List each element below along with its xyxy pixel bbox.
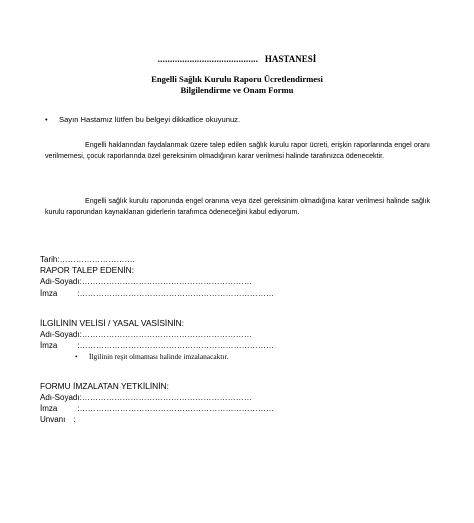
guardian-signature-blank: :……………………………………………………………… [77,341,275,350]
official-title-field[interactable] [40,415,76,424]
requester-signature-blank: :……………………………………………………………… [77,289,275,298]
paragraph-2-text: Engelli sağlık kurulu raporunda engel oranına veya özel gereksinim olmadığına karar verilmesi halinde sağlık kurulu raporundan kaynaklanan giderlerin tarafımca ödeneceğini kabul ediyorum. [45,197,430,216]
requester-signature-field[interactable] [40,289,274,298]
paragraph-2 [45,196,430,217]
bullet-icon: • [75,352,78,361]
section-guardian-title: İLGİLİNİN VELİSİ / YASAL VASİSİNİN: [40,318,184,328]
date-label: Tarih [40,255,58,264]
hospital-header [0,54,474,64]
official-signature-blank: :……………………………………………………………… [77,404,275,413]
paragraph-1 [45,140,430,161]
official-signature-field[interactable] [40,404,274,413]
section-requester-title: RAPOR TALEP EDENİN: [40,265,135,275]
bullet-icon: • [45,115,48,124]
date-blank: :………………………. [57,255,135,264]
guardian-signature-label: İmza [40,341,58,350]
guardian-name-blank: :……………………………………………………… [79,330,253,339]
form-title-line1: Engelli Sağlık Kurulu Raporu Ücretlendirmesi [151,74,323,84]
guardian-name-field[interactable] [40,330,252,339]
official-name-blank: :……………………………………………………… [79,393,253,402]
guardian-note-text: İlgilinin reşit olmaması halinde imzalanacaktır. [89,352,229,361]
guardian-signature-field[interactable] [40,341,274,350]
intro-text: Sayın Hastamız lütfen bu belgeyi dikkatlice okuyunuz. [59,115,241,124]
hospital-name-blank: ......................................... [157,54,259,64]
official-title-blank: : [73,415,76,424]
section-official-title: FORMU İMZALATAN YETKİLİNİN: [40,381,169,391]
hospital-label: HASTANESİ [264,54,317,64]
form-title-line2: Bilgilendirme ve Onam Formu [180,85,294,95]
intro-line [45,115,240,124]
date-field[interactable] [40,255,135,264]
requester-name-field[interactable] [40,277,252,286]
guardian-name-label: Adı-Soyadı [40,330,80,339]
requester-signature-label: İmza [40,289,58,298]
official-name-field[interactable] [40,393,252,402]
official-name-label: Adı-Soyadı [40,393,80,402]
requester-name-label: Adı-Soyadı [40,277,80,286]
guardian-note [75,352,228,361]
paragraph-1-text: Engelli haklarından faydalanmak üzere talep edilen sağlık kurulu rapor ücreti, erişkin raporlarında engel oranı verilmemesi, çocuk raporlarında özel gereksinim olmadığının karar verilmesi halinde tarafınızca ödenecektir. [45,141,430,160]
official-signature-label: İmza [40,404,58,413]
requester-name-blank: :……………………………………………………… [79,277,253,286]
official-title-label: Unvanı [40,415,66,424]
